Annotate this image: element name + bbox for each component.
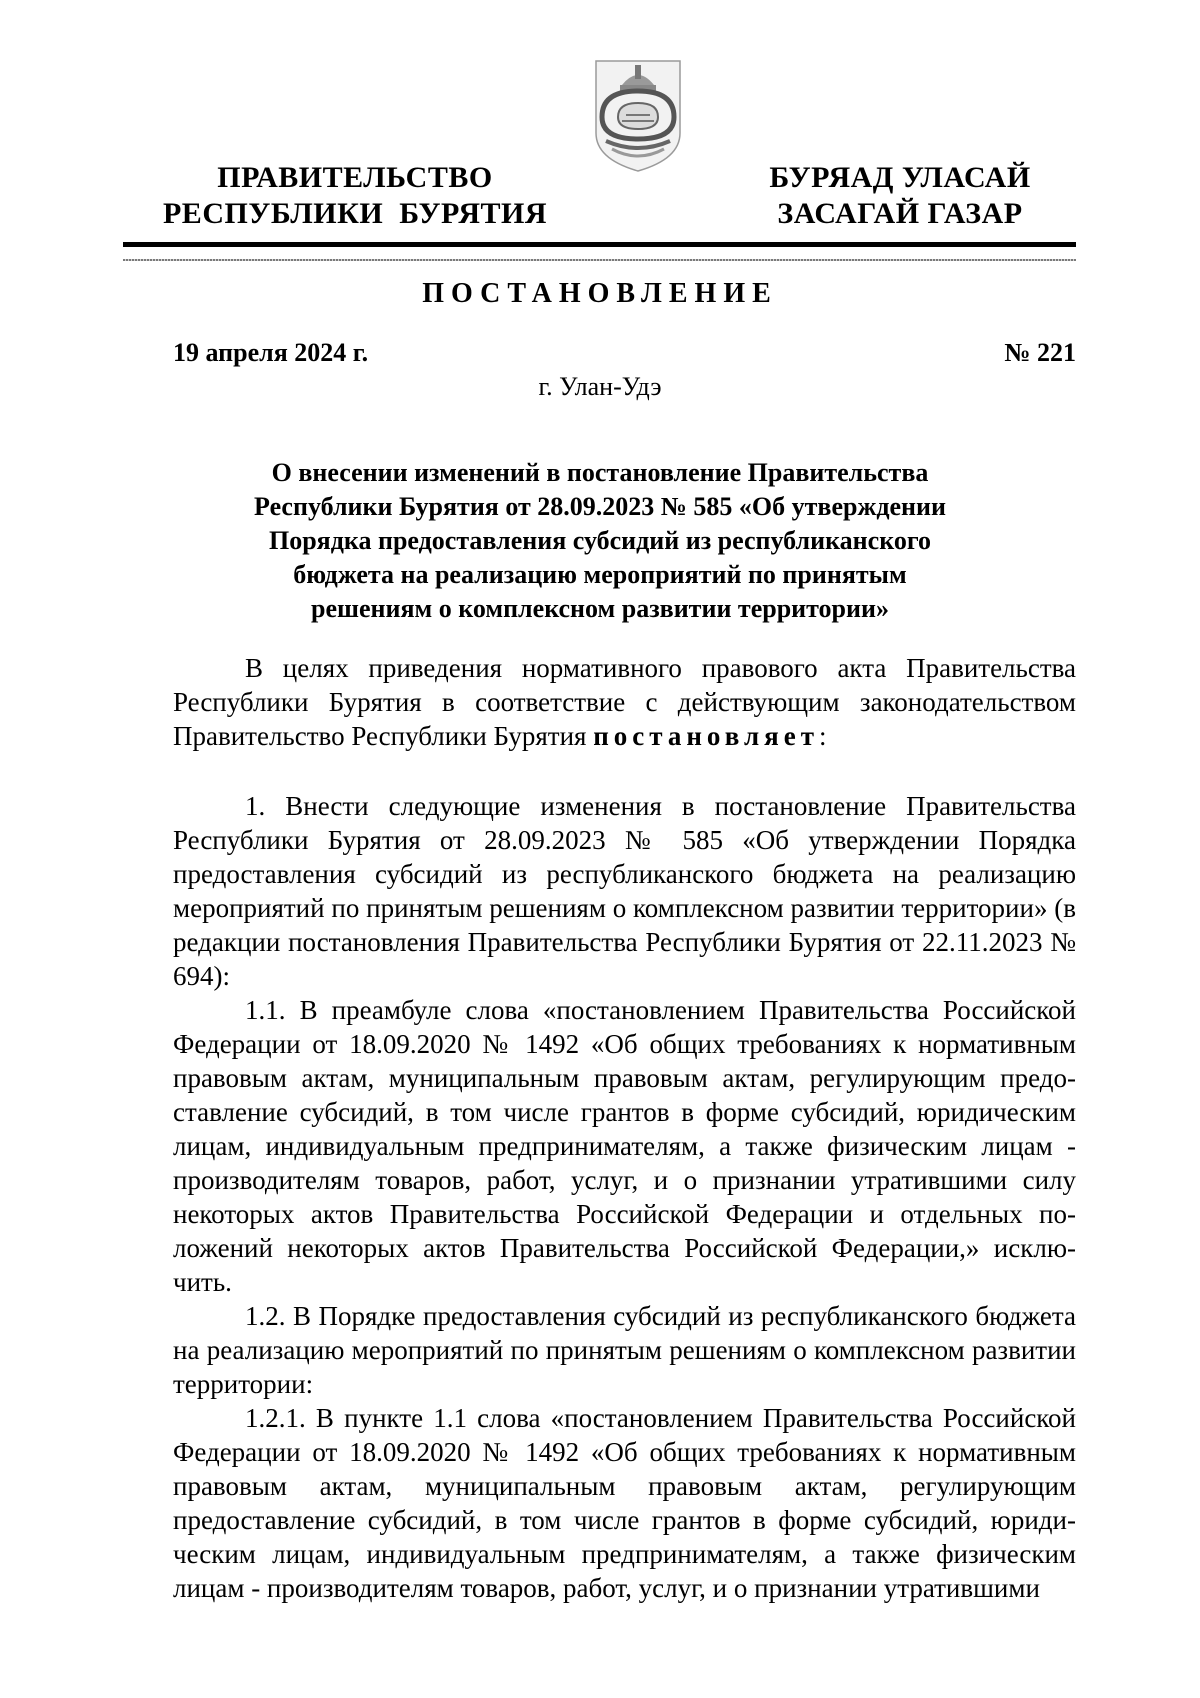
paragraph-1: 1. Внести следующие изменения в постановление Правительства Республики Бурятия от 28.09.2023 № 585 «Об утверждении Порядка предоставления субсидий из республиканского бюджета на реализацию мероприятий по принятым решениям о комплексном развитии территории» (в редакции постановления Правительства Республики Бурятия от 22.11.2023 № 694): (173, 791, 1076, 991)
document-date: 19 апреля 2024 г. (173, 338, 369, 367)
title-line: Республики Бурятия от 28.09.2023 № 585 «Об утверждении (254, 492, 946, 521)
document-type: ПОСТАНОВЛЕНИЕ (422, 278, 778, 309)
coat-of-arms-icon (592, 55, 684, 173)
title-line: бюджета на реализацию мероприятий по принятым (293, 560, 907, 589)
intro-emphasis: постановляет (593, 721, 819, 751)
header-left-line1: ПРАВИТЕЛЬСТВО (217, 161, 493, 194)
paragraph-1-1: 1.1. В преамбуле слова «постановлением Правительства Российской Федерации от 18.09.2020 № 1492 «Об общих требованиях к нормативным правовым актам, муниципальным правовым актам, регулирующим предоставление субсидий, в том числе грантов в форме субсидий, юридическим лицам, индивидуальным предпринимателям, а также физическим лицам - производителям товаров, работ, услуг, и о признании утратившими силу некоторых актов Правительства Российской Федерации и отдельных положений некоторых актов Правительства Российской Федерации,» исключить. (173, 995, 1076, 1297)
header-left (160, 160, 550, 232)
intro-end: : (818, 721, 827, 751)
header-divider-thick (123, 242, 1076, 247)
header-right-line2: ЗАСАГАЙ ГАЗАР (777, 197, 1023, 230)
document-city: г. Улан-Удэ (538, 372, 662, 401)
intro-text: В целях приведения нормативного правового акта Правительства Республики Бурятия в соответствие с действующим законодательством Правительство Республики Бурятия (173, 653, 1076, 751)
title-line: О внесении изменений в постановление Правительства (271, 458, 929, 487)
paragraph-intro (173, 651, 1076, 753)
document-body (173, 651, 1076, 1605)
paragraph-1-2-1: 1.2.1. В пункте 1.1 слова «постановлением Правительства Российской Федерации от 18.09.2020 № 1492 «Об общих требованиях к нормативным правовым актам, муниципальным правовым актам, регулирующим предоставление субсидий, в том числе грантов в форме субсидий, юридическим лицам, индивидуальным предпринимателям, а также физическим лицам - производителям товаров, работ, услуг, и о признании утратившими (173, 1403, 1076, 1603)
document-title (175, 456, 1025, 626)
paragraph-1-2: 1.2. В Порядке предоставления субсидий из республиканского бюджета на реализацию мероприятий по принятым решениям о комплексном развитии территории: (173, 1301, 1076, 1399)
header-divider-thin (123, 259, 1076, 261)
document-number: № 221 (1004, 338, 1076, 367)
header-left-line2: РЕСПУБЛИКИ БУРЯТИЯ (162, 197, 548, 230)
title-line: Порядка предоставления субсидий из республиканского (269, 526, 931, 555)
header-right (740, 160, 1060, 232)
title-line: решениям о комплексном развитии территории» (311, 594, 889, 623)
header-right-line1: БУРЯАД УЛАСАЙ (769, 161, 1031, 194)
